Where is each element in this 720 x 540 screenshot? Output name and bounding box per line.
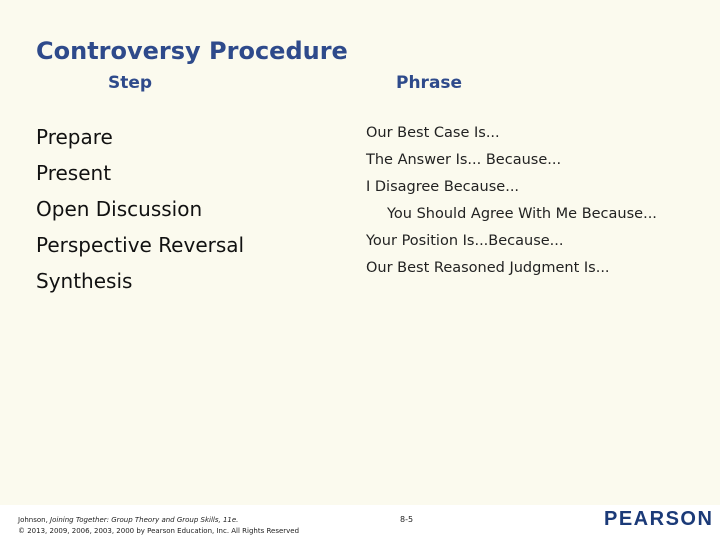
footer-copyright: © 2013, 2009, 2006, 2003, 2000 by Pearson Education, Inc. All Rights Reserved xyxy=(18,527,300,535)
phrase-disagree: I Disagree Because... xyxy=(366,179,520,195)
page-number: 8-5 xyxy=(400,515,414,524)
phrase-best-case: Our Best Case Is... xyxy=(366,125,500,141)
phrase-reasoned-judgment: Our Best Reasoned Judgment Is... xyxy=(366,260,610,276)
footer-book: Joining Together: Group Theory and Group Skills, 11e. xyxy=(50,516,239,524)
footer-author: Johnson, xyxy=(18,516,48,524)
pearson-logo: PEARSON xyxy=(604,508,714,530)
column-header-phrase: Phrase xyxy=(396,73,463,93)
phrase-answer-because: The Answer Is... Because... xyxy=(366,152,562,168)
step-prepare: Prepare xyxy=(36,125,113,149)
step-open-discussion: Open Discussion xyxy=(36,197,203,221)
step-perspective-reversal: Perspective Reversal xyxy=(36,233,245,257)
slide-title: Controversy Procedure xyxy=(36,37,348,65)
phrase-your-position: Your Position Is...Because... xyxy=(366,233,564,249)
column-header-step: Step xyxy=(108,73,153,93)
step-present: Present xyxy=(36,161,112,185)
footer-citation xyxy=(18,515,299,537)
phrase-agree-with-me: You Should Agree With Me Because... xyxy=(387,206,657,222)
step-synthesis: Synthesis xyxy=(36,269,133,293)
